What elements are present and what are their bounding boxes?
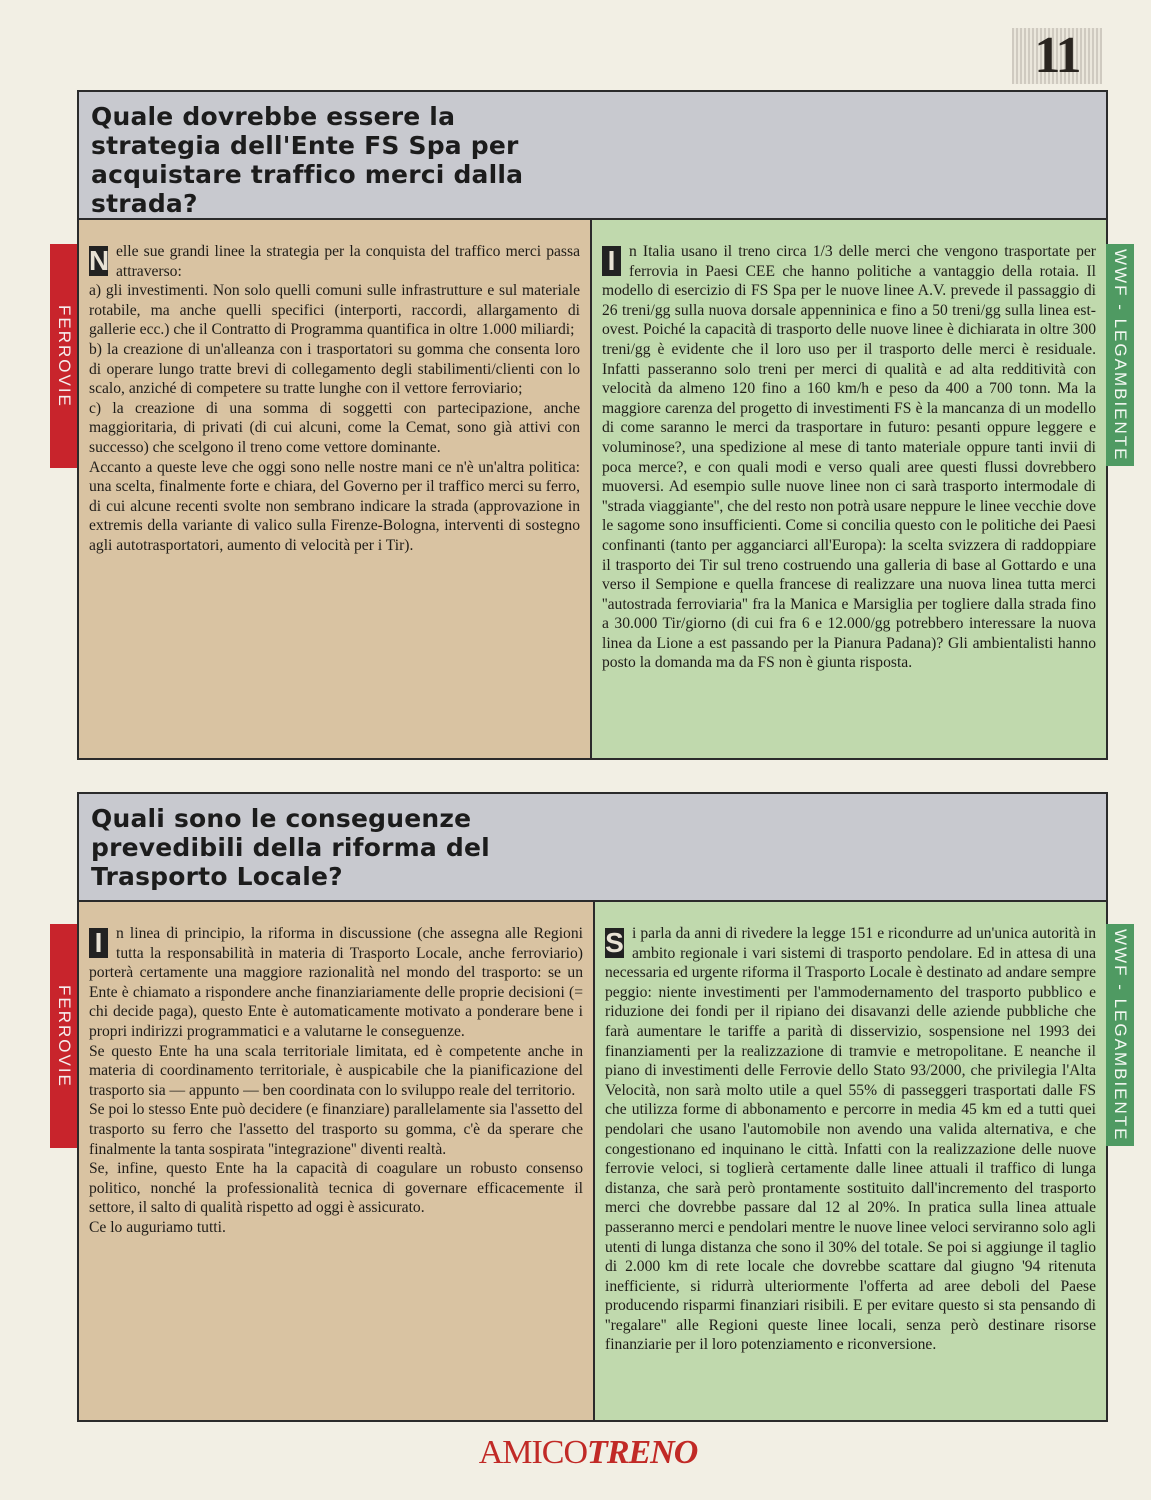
wwf-tab-1: WWF - LEGAMBIENTE [1106, 244, 1134, 466]
paragraph: b) la creazione di un'alleanza con i trasportatori su gomma che consenta loro di operare lungo tratte brevi di collegamento degli stabilimenti/clienti con lo scalo, anziché di competere su tratte lunghe con il vettore ferroviario; [89, 340, 580, 398]
paragraph: Se poi lo stesso Ente può decidere (e finanziare) parallelamente sia l'assetto del trasporto su ferro che l'assetto del trasporto su gomma, c'è da sperare che finalmente la tanta sospirata ''integrazione'' diventi realtà. [89, 1101, 583, 1158]
wwf-answer-panel-1 [590, 218, 1108, 760]
question-title-2: Quali sono le conseguenze prevedibili della riforma del Trasporto Locale? [91, 804, 490, 891]
ferrovie-tab-1: FERROVIE [50, 244, 78, 468]
question-header-2 [77, 792, 1108, 902]
ferrovie-answer-panel-1 [77, 218, 592, 760]
question-title-1: Quale dovrebbe essere la strategia dell'Ente FS Spa per acquistare traffico merci dalla strada? [91, 102, 524, 218]
wwf-tab-2: WWF - LEGAMBIENTE [1106, 924, 1134, 1146]
amicotreno-logo: AMICOTRENO [478, 1434, 698, 1471]
ferrovie-tab-2: FERROVIE [50, 924, 78, 1148]
paragraph: n Italia usano il treno circa 1/3 delle merci che vengono trasportate per ferrovia in Paesi CEE che hanno politiche a vantaggio della rotaia. Il modello di esercizio di FS Spa per le nuove linee A.V. prevede il passaggio di 26 treni/gg sulla nuova dorsale appenninica e fino a 50 treni/gg sulla linea est-ovest. Poiché la capacità di trasporto delle nuove linee è dichiarata in oltre 300 treni/gg è evidente che il loro uso per il trasporto delle merci è residuale. Infatti passeranno solo treni per merci di qualità e ad alta redditività con velocità da almeno 120 fino a 160 km/h e peso da 400 a 700 tonn. Ma la maggiore carenza del progetto di investimenti FS è la mancanza di un modello di come saranno le merci da trasportare in futuro: pesanti oppure leggere e voluminose?, una spedizione al mese di tanto materiale oppure tanti invii di poca merce?, e con quali modi e verso quali aree questi flussi dovrebbero muoversi. Ad esempio sulle nuove linee non ci sarà trasporto intermodale di ''strada viaggiante'', che del resto non potrà usare neppure le linee vecchie dove le sagome sono insufficienti. Come si concilia questo con le politiche dei Paesi confinanti (tanto per agganciarci all'Europa): la scelta svizzera di raddoppiare il trasporto dei Tir sul treno costruendo una galleria di base al Gottardo e una verso il Sempione e quella francese di realizzare una nuova linea tutta merci ''autostrada ferroviaria'' fra la Manica e Marsiglia per togliere dalla strada fino a 30.000 Tir/giorno (di cui fra 6 e 12.000/gg potrebbero interessare la nuova linea da Lione a est passando per la Pianura Padana)? Gli ambientalisti hanno posto la domanda ma da FS non è giunta risposta. [602, 243, 1096, 672]
drop-cap: N [89, 245, 110, 276]
ferrovie-answer-panel-2 [77, 900, 595, 1422]
paragraph: Accanto a queste leve che oggi sono nelle nostre mani ce n'è un'altra politica: una scelta, finalmente forte e chiara, del Governo per il traffico merci su ferro, di cui alcune recenti svolte non sembrano indicare la strada (approvazione in extremis della variante di valico sulla Firenze-Bologna, interventi di sostegno agli autotrasportatori, aumento di velocità per i Tir). [89, 458, 580, 554]
paragraph: i parla da anni di rivedere la legge 151 e ricondurre ad un'unica autorità in ambito regionale i vari sistemi di trasporto pendolare. Ed in attesa di una necessaria ed urgente riforma il Trasporto Locale è destinato ad andare sempre peggio: niente investimenti per l'ammodernamento del trasporto pubblico e riduzione dei fondi per il ripiano dei disavanzi delle aziende pubbliche che farà aumentare le tariffe a parità di disservizio, sospensione nel 1993 dei finanziamenti per la realizzazione di tramvie e metropolitane. E neanche il piano di investimenti delle Ferrovie dello Stato 93/2000, che privilegia l'Alta Velocità, non sarà molto utile a quel 55% di passeggeri trasportati dalle FS che utilizza forme di abbonamento e percorre in media 45 km ed a tutti quei pendolari che usano l'automobile non avendo una valida alternativa, e che congestionano ed inquinano le città. Infatti con la realizzazione delle nuove ferrovie veloci, si toglierà certamente dalle linee attuali il traffico di lunga distanza, che sarà però prontamente sostituito dall'incremento del trasporto merci che dovrebbe passare dal 12 al 20%. In pratica sulla linea attuale passeranno merci e pendolari mentre le nuove linee veloci serviranno solo agli utenti di lunga distanza che sono il 30% del totale. Se poi si aggiunge il taglio di 2.000 km di rete locale che dovrebbe scattare dal giugno '94 ritenuta inefficiente, si ridurrà ulteriormente l'offerta ad aree deboli del Paese producendo risparmi finanziari risibili. E per evitare questo si sta pensando di ''regalare'' alle Regioni queste linee locali, senza però destinare risorse finanziarie per il loro potenziamento e riconversione. [605, 925, 1096, 1354]
drop-cap: I [602, 246, 621, 276]
paragraph: elle sue grandi linee la strategia per la conquista del traffico merci passa attraverso: [116, 243, 580, 280]
paragraph: n linea di principio, la riforma in discussione (che assegna alle Regioni tutta la responsabilità in materia di Trasporto Locale, anche ferroviario) porterà certamente una maggiore razionalità nel mondo del trasporto: se un Ente è chiamato a rispondere anche finanziariamente delle proprie decisioni (= chi decide paga), questo Ente è automaticamente motivato a ponderare bene i propri indirizzi programmatici e a valutarne le conseguenze. [89, 925, 583, 1040]
paragraph: a) gli investimenti. Non solo quelli comuni sulle infrastrutture e sul materiale rotabile, ma anche quelli specifici (interporti, raccordi, allargamento di gallerie ecc.) che il Contratto di Programma quantifica in oltre 1.000 miliardi; [89, 282, 580, 339]
paragraph: Se, infine, questo Ente ha la capacità di coagulare un robusto consenso politico, nonché la professionalità tecnica di governare efficacemente il settore, il salto di qualità rispetto ad oggi è assicurato. [89, 1160, 583, 1217]
wwf-answer-panel-2 [593, 900, 1108, 1422]
drop-cap: S [605, 927, 624, 958]
page-number: 11 [1012, 28, 1102, 84]
question-header-1 [77, 90, 1108, 220]
paragraph: Se questo Ente ha una scala territoriale limitata, ed è competente anche in materia di coordinamento territoriale, è auspicabile che la pianificazione del trasporto sia — appunto — ben coordinata con lo sviluppo reale del territorio. [89, 1042, 583, 1099]
paragraph: Ce lo auguriamo tutti. [89, 1218, 226, 1236]
drop-cap: I [89, 928, 108, 958]
paragraph: c) la creazione di una somma di soggetti con partecipazione, anche maggioritaria, di privati (di cui alcuni, come la Cemat, sono già attivi con successo) che scelgono il treno come vettore dominante. [89, 399, 580, 456]
